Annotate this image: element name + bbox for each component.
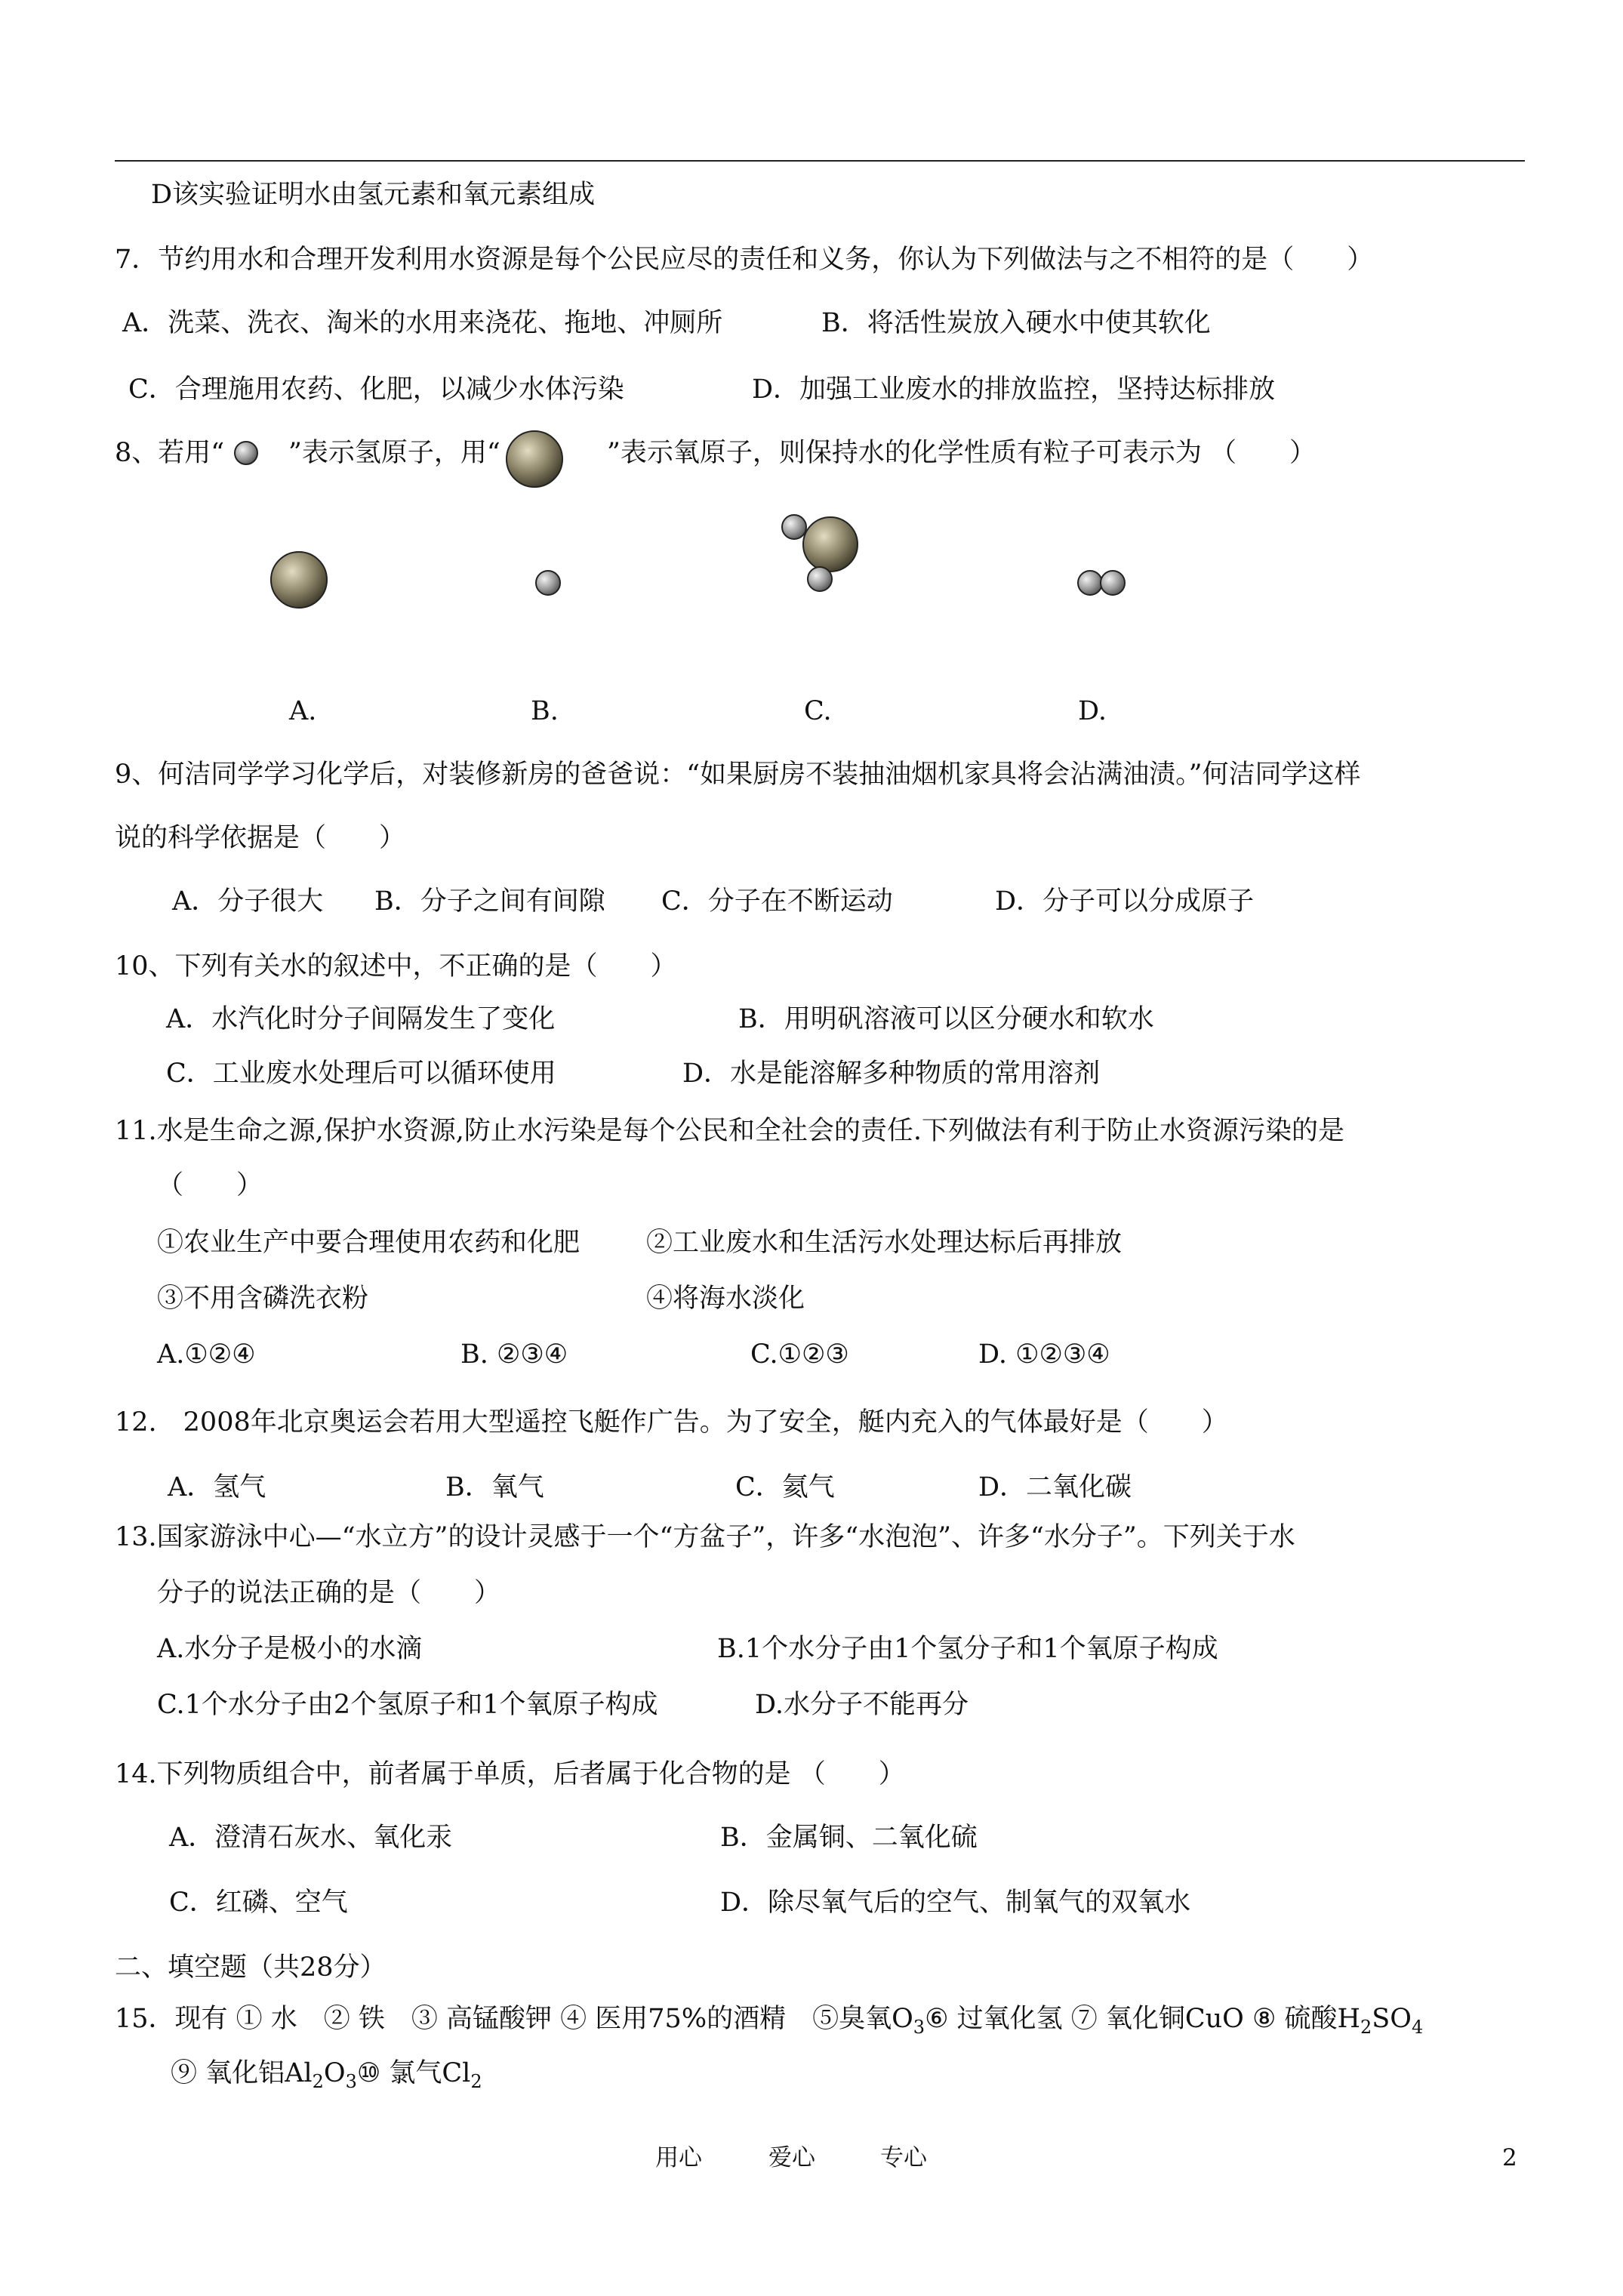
section-2-heading: 二、填空题（共28分） xyxy=(115,1952,387,1983)
q10-option-a: A．水汽化时分子间隔发生了变化 xyxy=(166,1004,556,1034)
q9-option-b: B．分子之间有间隙 xyxy=(374,886,605,917)
q11-statement-3: ③不用含磷洗衣粉 xyxy=(157,1284,369,1314)
option-d-hydrogen-molecule-icon xyxy=(1075,568,1135,598)
option-b-hydrogen-atom-icon xyxy=(533,569,563,596)
cl-subscript: 2 xyxy=(470,2071,482,2092)
q7-option-c: C．合理施用农药、化肥，以减少水体污染 xyxy=(128,374,624,405)
q15-line2 xyxy=(171,2057,482,2098)
q14-option-d: D．除尽氧气后的空气、制氧气的双氧水 xyxy=(720,1888,1191,1918)
q9-stem-line1: 9、何洁同学学习化学后，对装修新房的爸爸说：“如果厨房不装抽油烟机家具将会沾满油渍。”何洁同学这样 xyxy=(115,760,1361,790)
q7-option-a: A．洗菜、洗衣、淘米的水用来浇花、拖地、冲厕所 xyxy=(122,308,723,338)
q11-statement-1: ①农业生产中要合理使用农药和化肥 xyxy=(157,1228,581,1258)
q9-stem-line2: 说的科学依据是（ ） xyxy=(115,823,406,853)
q13-stem-line1: 13.国家游泳中心—“水立方”的设计灵感于一个“方盆子”，许多“水泡泡”、许多“水分子”。下列关于水 xyxy=(115,1522,1295,1552)
q8-label-b: B. xyxy=(531,696,559,726)
q11-option-b: B. ②③④ xyxy=(460,1339,568,1370)
h2so4-subscript-4: 4 xyxy=(1411,2017,1424,2038)
hydrogen-atom-legend-icon xyxy=(231,441,261,465)
h2so4-mid: SO xyxy=(1372,2004,1412,2034)
q7-option-d: D．加强工业废水的排放监控，坚持达标排放 xyxy=(752,374,1276,405)
q14-stem: 14.下列物质组合中，前者属于单质，后者属于化合物的是 （ ） xyxy=(115,1759,905,1789)
footer-word-1: 用心 xyxy=(655,2144,702,2171)
q11-stem-line1: 11.水是生命之源,保护水资源,防止水污染是每个公民和全社会的责任.下列做法有利于防止水资源污染的是 xyxy=(115,1116,1345,1146)
q8-stem-part1: 8、若用“ xyxy=(115,438,225,468)
q8-label-a: A. xyxy=(289,696,317,726)
q15-line1 xyxy=(115,2002,1423,2044)
q6-option-d: D该实验证明水由氢元素和氧元素组成 xyxy=(151,180,596,210)
q13-option-b: B.1个水分子由1个氢分子和1个氧原子构成 xyxy=(717,1634,1218,1664)
q12-option-c: C．氦气 xyxy=(735,1472,835,1502)
q9-option-c: C．分子在不断运动 xyxy=(661,886,893,917)
q12-stem: 12. 2008年北京奥运会若用大型遥控飞艇作广告。为了安全，艇内充入的气体最好是（ ） xyxy=(115,1407,1228,1438)
q11-statement-2: ②工业废水和生活污水处理达标后再排放 xyxy=(646,1228,1123,1258)
q11-option-c: C.①②③ xyxy=(750,1339,849,1370)
q12-option-b: B．氧气 xyxy=(445,1472,544,1502)
q12-option-a: A．氢气 xyxy=(168,1472,266,1502)
footer-word-2: 爱心 xyxy=(768,2144,815,2171)
option-c-water-molecule-icon xyxy=(778,512,868,595)
q8-stem-part2: ”表示氢原子，用“ xyxy=(288,438,500,468)
page-number: 2 xyxy=(1502,2144,1517,2171)
q11-option-d: D. ①②③④ xyxy=(978,1339,1110,1370)
o3-subscript: 3 xyxy=(913,2017,925,2038)
footer-word-3: 专心 xyxy=(880,2144,927,2171)
q10-option-c: C．工业废水处理后可以循环使用 xyxy=(166,1059,556,1089)
q9-option-d: D．分子可以分成原子 xyxy=(995,886,1255,917)
q10-stem: 10、下列有关水的叙述中，不正确的是（ ） xyxy=(115,951,677,982)
q15-line2-mid: ⑩ 氯气Cl xyxy=(356,2058,471,2088)
q13-stem-line2: 分子的说法正确的是（ ） xyxy=(157,1578,501,1608)
q8-stem-part3: ”表示氧原子，则保持水的化学性质有粒子可表示为 （ ） xyxy=(607,438,1317,468)
q9-option-a: A．分子很大 xyxy=(172,886,324,917)
q11-stem-line2: （ ） xyxy=(157,1170,263,1200)
q15-line1-mid: ⑥ 过氧化氢 ⑦ 氧化铜CuO ⑧ 硫酸H xyxy=(925,2004,1360,2034)
al2o3-mid: O xyxy=(323,2058,346,2088)
q12-option-d: D．二氧化碳 xyxy=(978,1472,1132,1502)
q8-label-c: C. xyxy=(804,696,832,726)
h2so4-subscript-2: 2 xyxy=(1360,2017,1372,2038)
q14-option-a: A．澄清石灰水、氧化汞 xyxy=(169,1823,453,1853)
q8-label-d: D. xyxy=(1078,696,1107,726)
q11-statement-4: ④将海水淡化 xyxy=(646,1284,805,1314)
q7-option-b: B．将活性炭放入硬水中使其软化 xyxy=(821,308,1211,338)
q10-option-b: B．用明矾溶液可以区分硬水和软水 xyxy=(738,1004,1154,1034)
option-a-oxygen-atom-icon xyxy=(269,550,329,610)
header-rule xyxy=(115,160,1525,162)
q14-option-b: B．金属铜、二氧化硫 xyxy=(720,1823,978,1853)
q13-option-d: D.水分子不能再分 xyxy=(755,1690,969,1720)
q13-option-a: A.水分子是极小的水滴 xyxy=(157,1634,423,1664)
o-subscript: 3 xyxy=(345,2071,357,2092)
oxygen-atom-legend-icon xyxy=(504,429,565,489)
q15-line1-prefix: 15．现有 ① 水 ② 铁 ③ 高锰酸钾 ④ 医用75%的酒精 ⑤臭氧O xyxy=(115,2004,913,2034)
q13-option-c: C.1个水分子由2个氢原子和1个氧原子构成 xyxy=(157,1690,658,1720)
q15-line2-prefix: ⑨ 氧化铝Al xyxy=(171,2058,313,2088)
al-subscript: 2 xyxy=(312,2071,324,2092)
q14-option-c: C．红磷、空气 xyxy=(169,1888,348,1918)
q10-option-d: D．水是能溶解多种物质的常用溶剂 xyxy=(682,1059,1101,1089)
q11-option-a: A.①②④ xyxy=(157,1339,256,1370)
q7-stem: 7．节约用水和合理开发利用水资源是每个公民应尽的责任和义务，你认为下列做法与之不相符的是（ ） xyxy=(115,245,1374,275)
